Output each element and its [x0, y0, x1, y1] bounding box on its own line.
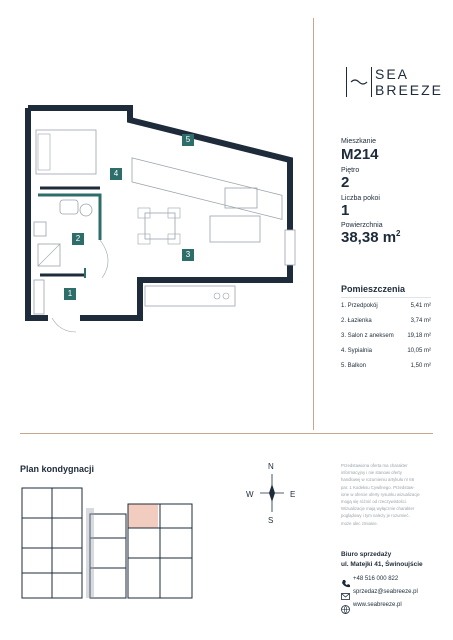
floor-label: Piętro [341, 167, 360, 174]
compass-south: S [268, 516, 274, 525]
plan-number-5: 5 [182, 134, 194, 146]
plan-number-4: 4 [110, 168, 122, 180]
room-name: 2. Łazienka [341, 318, 372, 324]
disclaimer-line: mogą się różnić od rzeczywistości. [341, 499, 407, 505]
apartment-name: M214 [341, 146, 379, 163]
logo-mark [346, 67, 372, 97]
plan-number-1: 1 [64, 288, 76, 300]
rooms-divider [341, 297, 431, 298]
disclaimer-line: może ulec zmianie. [341, 520, 378, 526]
email-icon [341, 588, 350, 597]
room-name: 1. Przedpokój [341, 303, 378, 309]
room-row [341, 318, 431, 324]
floorplan-title: Plan kondygnacji [20, 464, 95, 474]
logo-text [375, 66, 443, 98]
room-row [341, 333, 431, 339]
disclaimer-line: par. 1 Kodeksu Cywilnego. Przedstaw- [341, 484, 415, 490]
logo-line-2: BREEZE [375, 82, 444, 98]
disclaimer-line: poglądowy i tym należy je rozumieć. [341, 513, 410, 519]
sales-title: Biuro sprzedaży [341, 551, 392, 558]
horizontal-divider [20, 433, 433, 434]
rooms-value: 1 [341, 202, 350, 219]
compass-east: E [290, 490, 296, 499]
room-row [341, 303, 431, 309]
room-area: 1,50 m² [410, 363, 431, 369]
logo-line-1: SEA [375, 66, 410, 82]
vertical-divider [313, 18, 314, 430]
phone-number[interactable]: +48 516 000 822 [353, 576, 399, 582]
room-name: 5. Balkon [341, 363, 367, 369]
compass [246, 462, 296, 524]
plan-number-2: 2 [72, 233, 84, 245]
disclaimer-line: ione w ofercie oferty rysunku wizualizacje [341, 491, 420, 497]
compass-west: W [246, 490, 254, 499]
sales-address: ul. Matejki 41, Świnoujście [341, 561, 423, 568]
disclaimer-line: Wizualizacje mają wyłącznie charakter [341, 506, 415, 512]
disclaimer-line: handlowej w rozumieniu artykułu nr 66 [341, 477, 415, 483]
room-row [341, 348, 431, 354]
apartment-label: Mieszkanie [341, 138, 377, 145]
room-name: 3. Salon z aneksem [341, 333, 394, 339]
email-link[interactable]: sprzedaz@seabreeze.pl [353, 589, 418, 595]
disclaimer-line: informacyjny i nie stanowi oferty [341, 470, 402, 476]
area-label: Powierzchnia [341, 222, 383, 229]
disclaimer-line: Przedstawiona oferta ma charakter [341, 463, 408, 468]
plan-number-3: 3 [182, 249, 194, 261]
room-area: 10,05 m² [407, 348, 431, 354]
room-area: 5,41 m² [410, 303, 431, 309]
area-superscript: 2 [396, 229, 401, 238]
room-area: 19,18 m² [407, 333, 431, 339]
room-row [341, 363, 431, 369]
area-number: 38,38 m [341, 229, 397, 246]
compass-rose-icon [256, 472, 288, 514]
building-floor-plan [20, 478, 200, 608]
apartment-floor-plan [20, 100, 305, 360]
floor-value: 2 [341, 174, 350, 191]
area-value [341, 229, 401, 246]
room-area: 3,74 m² [410, 318, 431, 324]
website-link[interactable]: www.seabreeze.pl [353, 602, 402, 608]
room-name: 4. Sypialnia [341, 348, 373, 354]
disclaimer [341, 462, 436, 527]
phone-icon [341, 575, 350, 584]
rooms-label: Liczba pokoi [341, 195, 380, 202]
globe-icon [341, 601, 350, 610]
rooms-section-title: Pomieszczenia [341, 284, 406, 294]
compass-north: N [268, 462, 274, 471]
